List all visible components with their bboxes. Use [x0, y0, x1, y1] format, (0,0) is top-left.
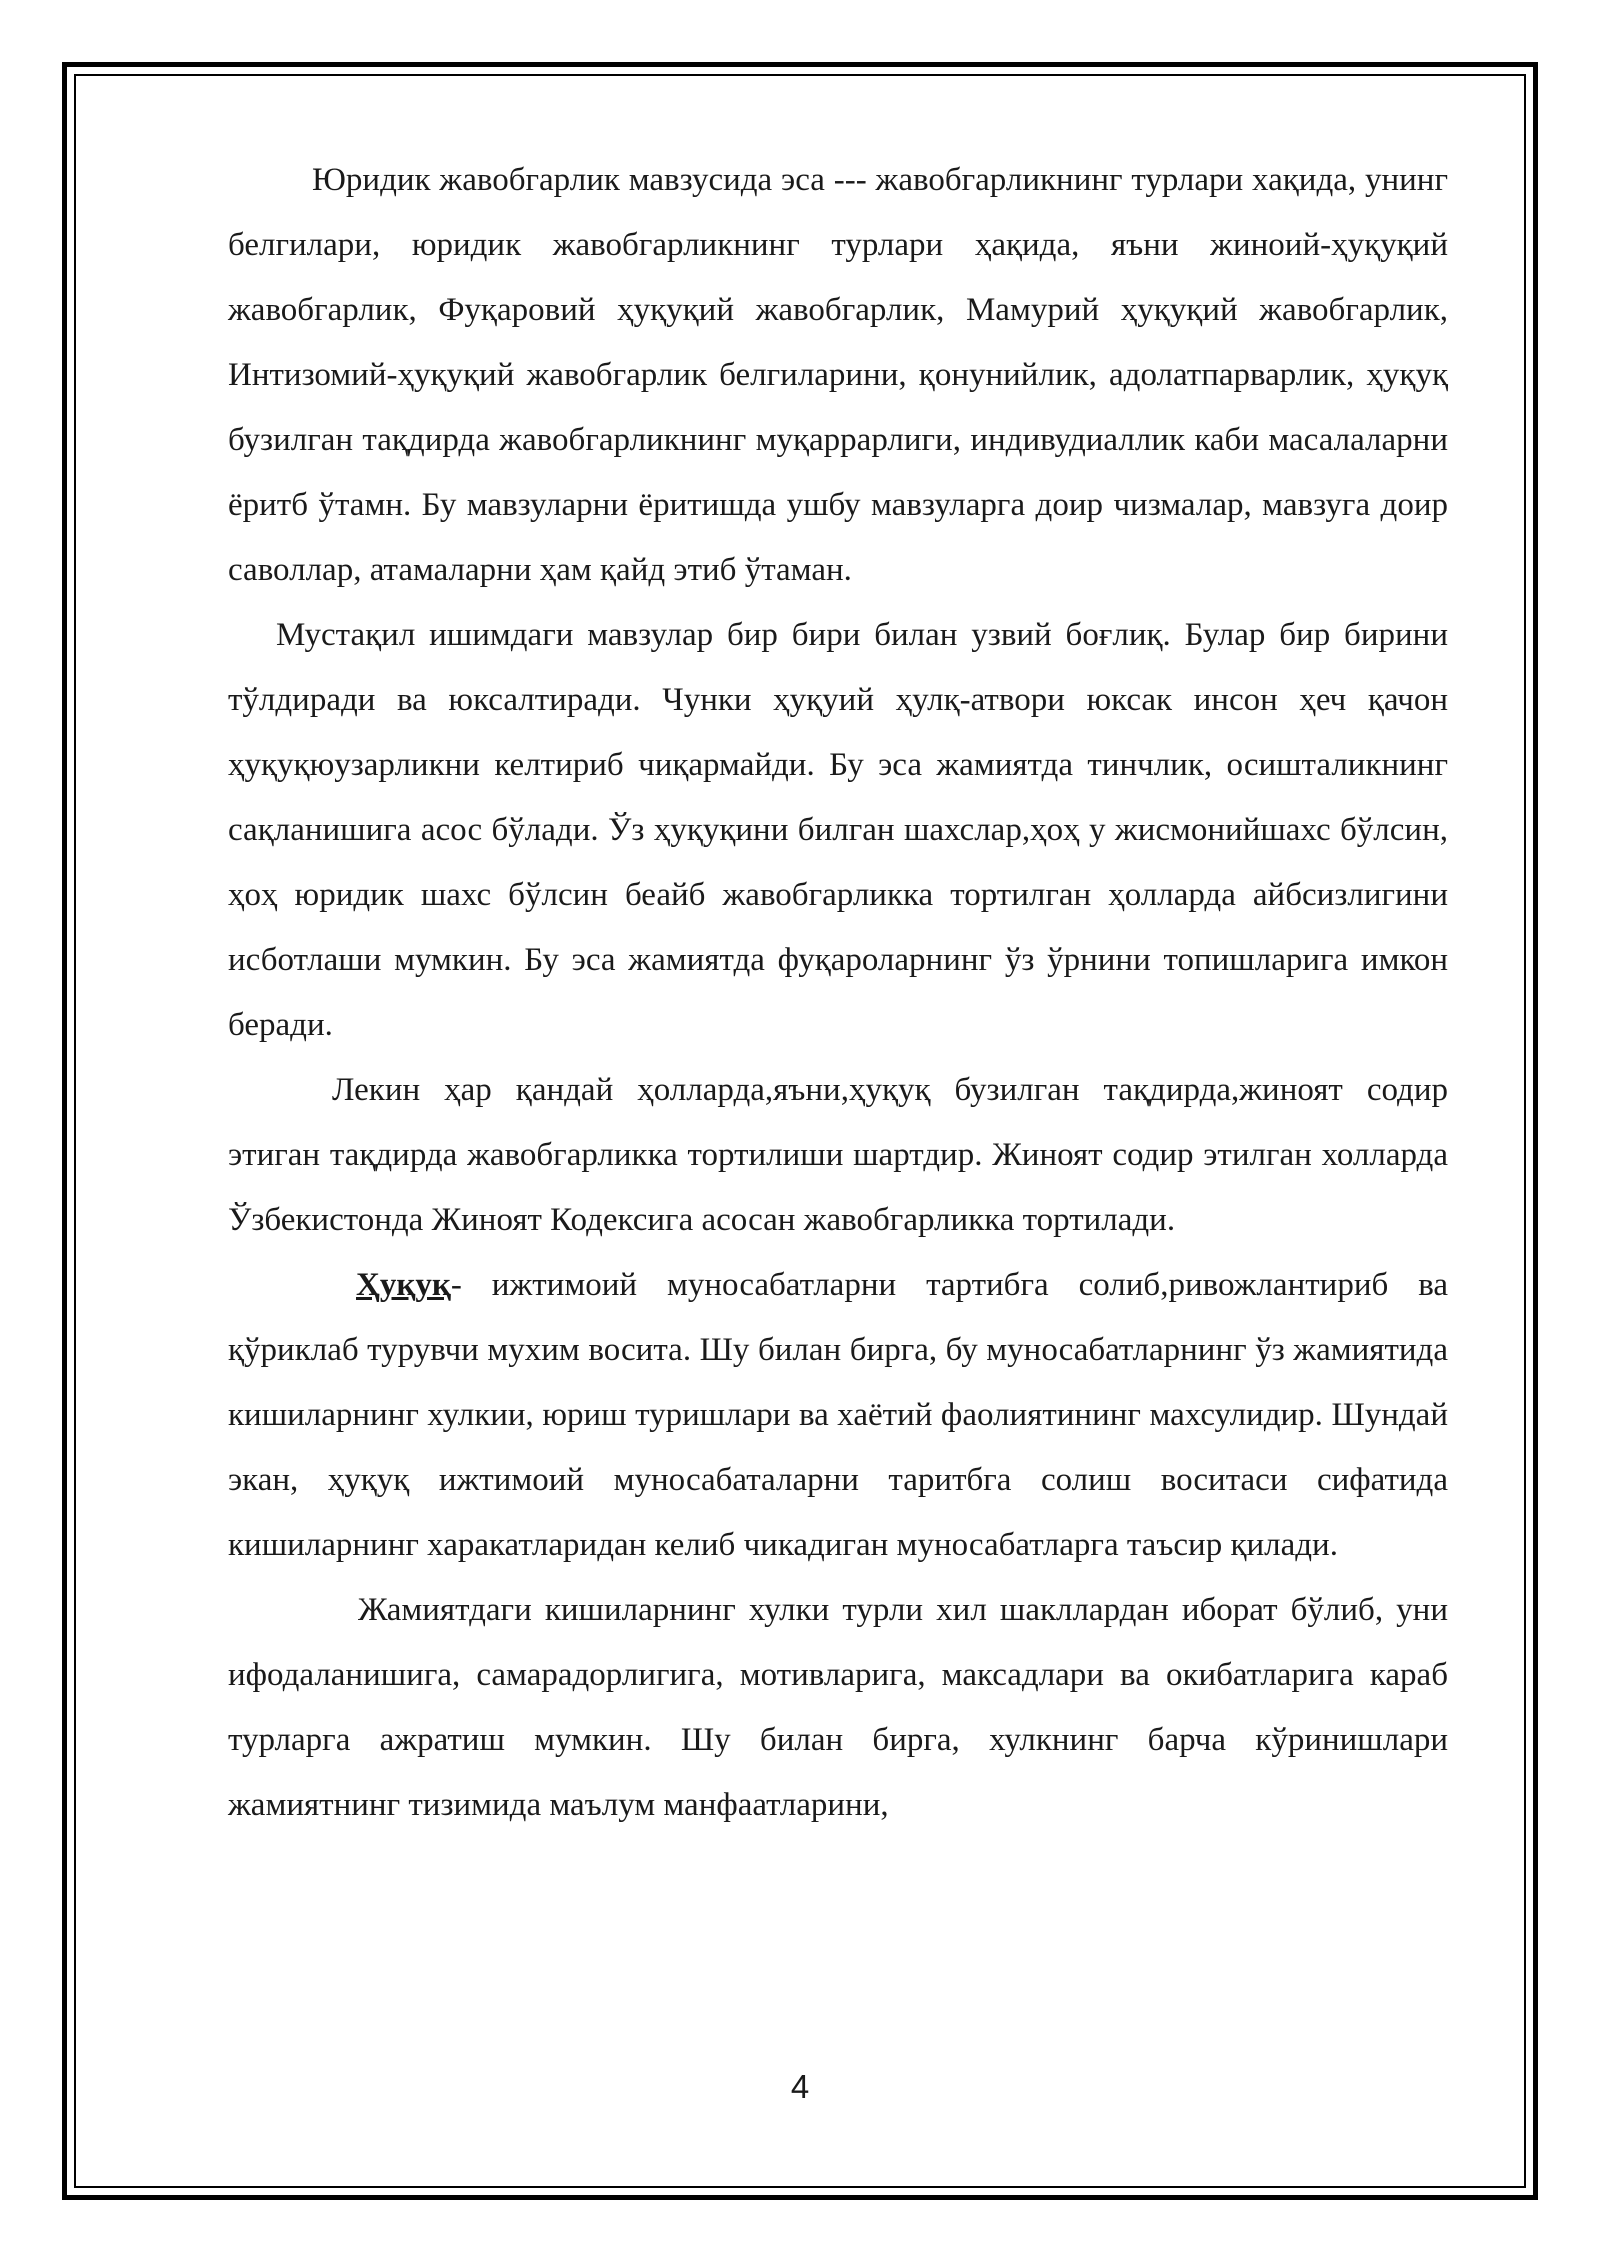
definition-text: - ижтимоий муносабатларни тартибга солиб,ривожлантириб ва қўриклаб турувчи мухим восита. Шу билан бирга, бу муносабатларнинг ўз жамиятида кишиларнинг хулкии, юриш туришлари ва хаётий фаолиятининг махсулидир. Шундай экан, ҳуқуқ ижтимоий муносабаталарни таритбга солиш воситаси сифатида кишиларнинг харакатларидан келиб чикадиган муносабатларга таъсир қилади. — [228, 1267, 1448, 1563]
page-number: 4 — [790, 2068, 810, 2105]
paragraph-crime-liability: Лекин ҳар қандай ҳолларда,яъни,ҳуқуқ бузилган тақдирда,жиноят содир этиган тақдирда жавобгарликка тортилиши шартдир. Жиноят содир этилган холларда Ўзбекистонда Жиноят Кодексига асосан жавобгарликка тортилади. — [228, 1072, 1448, 1238]
paragraph-legal-liability: Юридик жавобгарлик мавзусида эса --- жавобгарликнинг турлари хақида, унинг белгилари, юридик жавобгарликнинг турлари ҳақида, яъни жиноий-ҳуқуқий жавобгарлик, Фуқаровий ҳуқуқий жавобгарлик, Мамурий ҳуқуқий жавобгарлик, Интизомий-ҳуқуқий жавобгарлик белгиларини, қонунийлик, адолатпарварлик, ҳуқуқ бузилган тақдирда жавобгарликнинг муқаррарлиги, индивудиаллик каби масалаларни ёритб ўтамн. Бу мавзуларни ёритишда ушбу мавзуларга доир чизмалар, мавзуга доир саволлар, атамаларни ҳам қайд этиб ўтаман. — [228, 162, 1448, 588]
paragraph-law-definition — [228, 1253, 1448, 1578]
term-law: Ҳуқуқ — [356, 1267, 451, 1303]
paragraph-behavior: Жамиятдаги кишиларнинг хулки турли хил шакллардан иборат бўлиб, уни ифодаланишига, самарадорлигига, мотивларига, максадлари ва окибатларига караб турларга ажратиш мумкин. Шу билан бирга, хулкнинг барча кўринишлари жамиятнинг тизимида маълум манфаатларини, — [228, 1592, 1448, 1823]
paragraph-topics-connection: Мустақил ишимдаги мавзулар бир бири билан узвий боғлиқ. Булар бир бирини тўлдиради ва юксалтиради. Чунки ҳуқуий ҳулқ-атвори юксак инсон ҳеч қачон ҳуқуқюузарликни келтириб чиқармайди. Бу эса жамиятда тинчлик, осишталикнинг сақланишига асос бўлади. Ўз ҳуқуқини билган шахслар,ҳоҳ у жисмонийшахс бўлсин, ҳоҳ юридик шахс бўлсин беайб жавобгарликка тортилган ҳолларда айбсизлигини исботлаши мумкин. Бу эса жамиятда фуқароларнинг ўз ўрнини топишларига имкон беради. — [228, 617, 1448, 1043]
document-body — [228, 148, 1448, 1838]
